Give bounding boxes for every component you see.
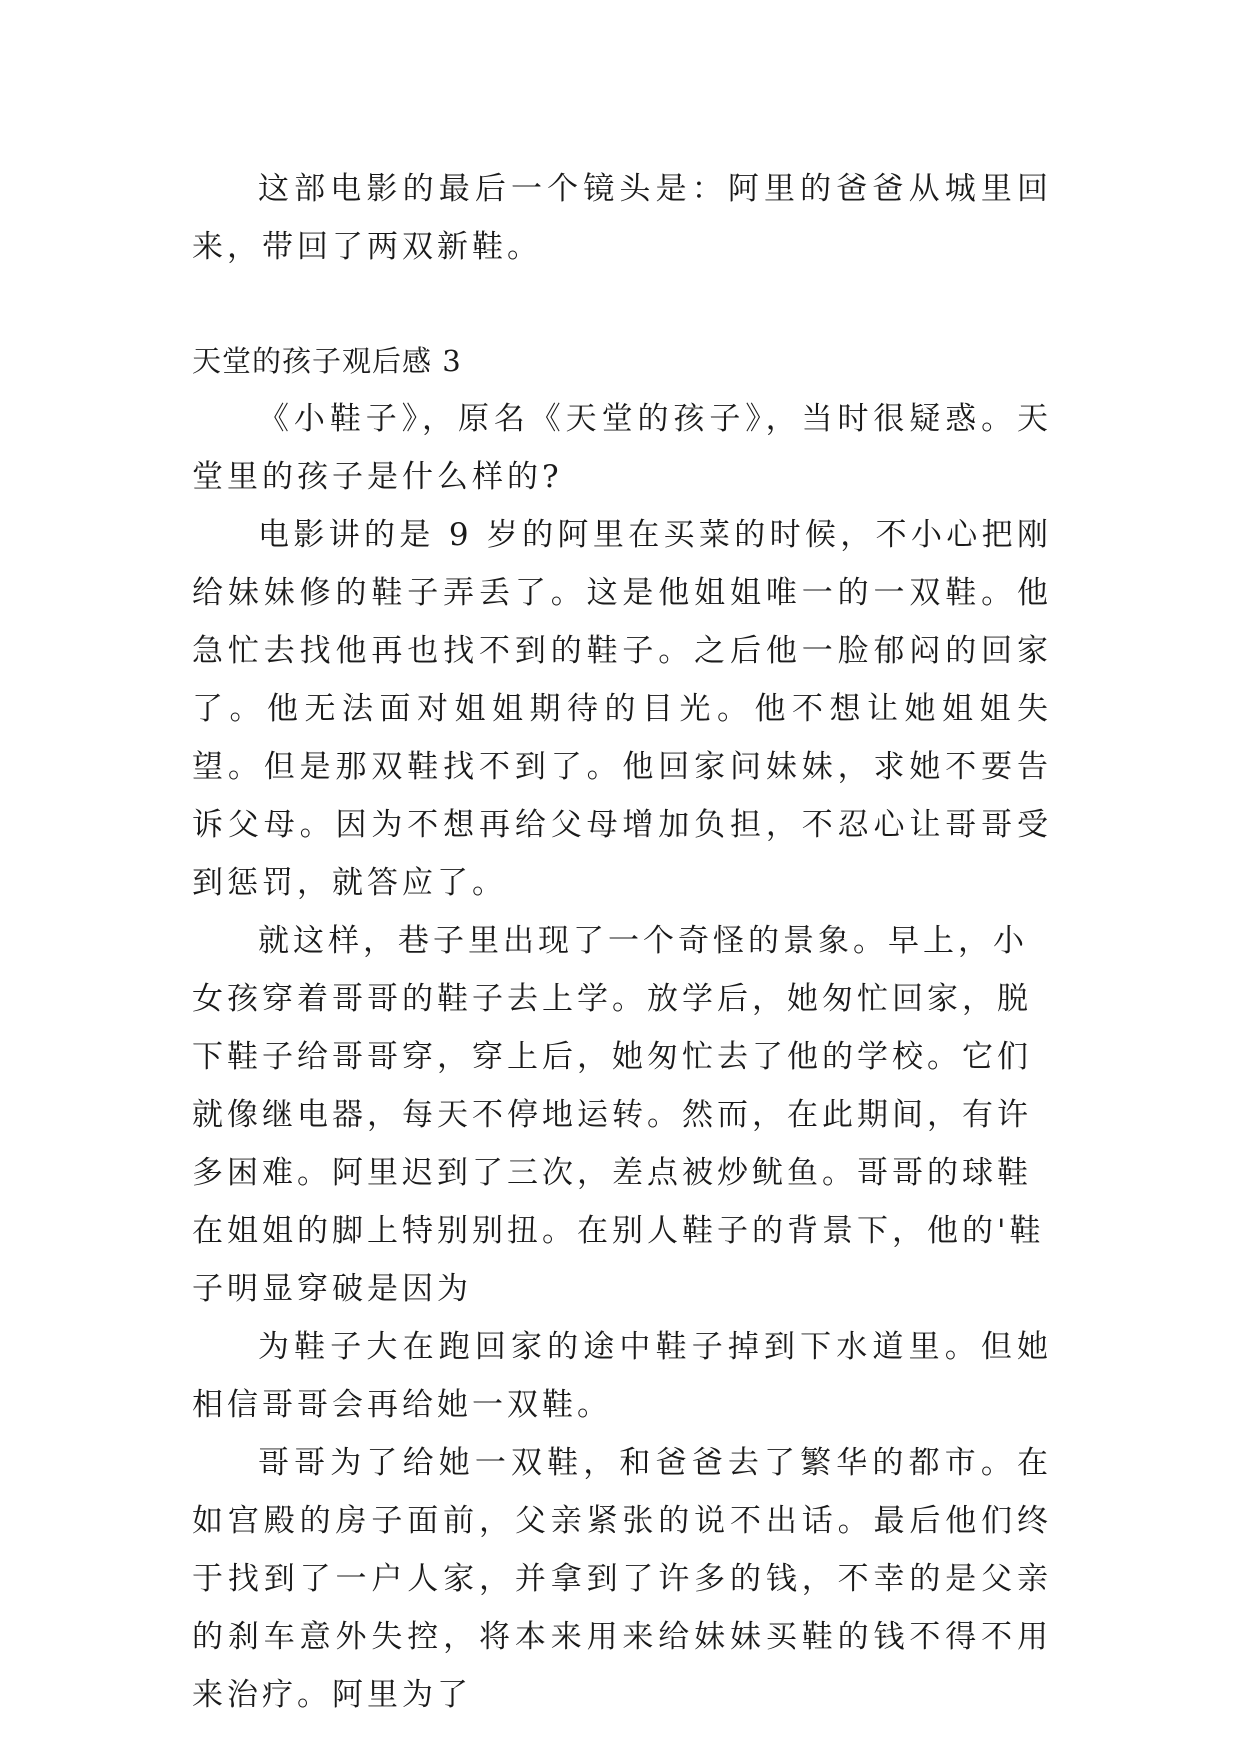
intro-paragraph: 这部电影的最后一个镜头是：阿里的爸爸从城里回来，带回了两双新鞋。 [192,171,1052,265]
body-paragraph-2: 电影讲的是 9 岁的阿里在买菜的时候，不小心把刚给妹妹修的鞋子弄丢了。这是他姐姐唯一的一双鞋。他急忙去找他再也找不到的鞋子。之后他一脸郁闷的回家了。他无法面对姐姐期待的目光。他不想让她姐姐失望。但是那双鞋找不到了。他回家问妹妹，求她不要告诉父母。因为不想再给父母增加负担，不忍心让哥哥受到惩罚，就答应了。 [192,517,1052,901]
body-paragraph-1: 《小鞋子》，原名《天堂的孩子》，当时很疑惑。天堂里的孩子是什么样的? [192,401,1052,495]
paragraph-gap [192,276,1052,332]
body-paragraph-4: 为鞋子大在跑回家的途中鞋子掉到下水道里。但她相信哥哥会再给她一双鞋。 [192,1329,1052,1423]
section-title: 天堂的孩子观后感 3 [192,344,462,378]
body-paragraph-5: 哥哥为了给她一双鞋，和爸爸去了繁华的都市。在如宫殿的房子面前，父亲紧张的说不出话。最后他们终于找到了一户人家，并拿到了许多的钱，不幸的是父亲的刹车意外失控，将本来用来给妹妹买鞋的钱不得不用来治疗。阿里为了 [192,1445,1052,1713]
body-paragraph-3: 就这样，巷子里出现了一个奇怪的景象。早上，小女孩穿着哥哥的鞋子去上学。放学后，她匆忙回家，脱下鞋子给哥哥穿，穿上后，她匆忙去了他的学校。它们就像继电器，每天不停地运转。然而，在此期间，有许多困难。阿里迟到了三次，差点被炒鱿鱼。哥哥的球鞋在姐姐的脚上特别别扭。在别人鞋子的背景下，他的'鞋子明显穿破是因为 [192,923,1045,1307]
document-page [192,160,1052,1724]
